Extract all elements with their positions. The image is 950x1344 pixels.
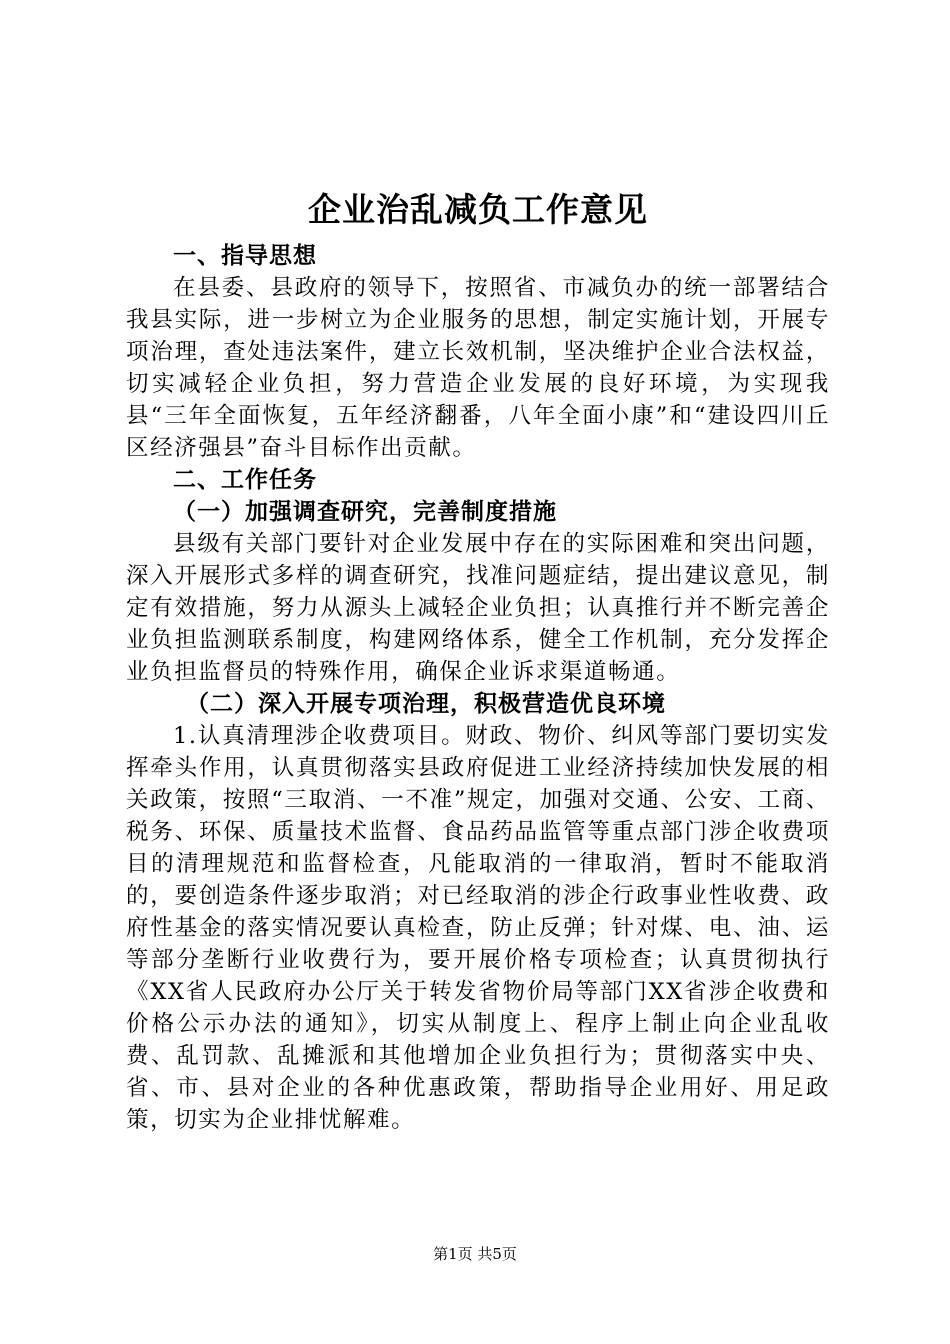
section-heading-guiding-ideology: 一、指导思想 (173, 243, 317, 269)
section-paragraph-guiding-ideology: 在县委、县政府的领导下，按照省、市减负办的统一部署结合我县实际，进一步树立为企业服务的思想，制定实施计划，开展专项治理，查处违法案件，建立长效机制，坚决维护企业合法权益，切实减轻企业负担，努力营造企业发展的良好环境，为实现我县“三年全面恢复，五年经济翻番，八年全面小康”和“建设四川丘区经济强县”奋斗目标作出贡献。 (126, 275, 830, 461)
subsection-paragraph-research: 县级有关部门要针对企业发展中存在的实际困难和突出问题，深入开展形式多样的调查研究，找准问题症结，提出建议意见，制定有效措施，努力从源头上减轻企业负担；认真推行并不断完善企业负担监测联系制度，构建网络体系，健全工作机制，充分发挥企业负担监督员的特殊作用，确保企业诉求渠道畅通。 (126, 531, 830, 685)
subsection-heading-research: （一）加强调查研究，完善制度措施 (173, 499, 557, 525)
document-title: 企业治乱减负工作意见 (308, 190, 648, 229)
subsection-heading-special-governance: （二）深入开展专项治理，积极营造优良环境 (186, 691, 666, 717)
document-page (126, 180, 830, 1136)
subsection-paragraph-special-governance: 1.认真清理涉企收费项目。财政、物价、纠风等部门要切实发挥牵头作用，认真贯彻落实县政府促进工业经济持续加快发展的相关政策，按照“三取消、一不准”规定，加强对交通、公安、工商、税务、环保、质量技术监督、食品药品监管等重点部门涉企收费项目的清理规范和监督检查，凡能取消的一律取消，暂时不能取消的，要创造条件逐步取消；对已经取消的涉企行政事业性收费、政府性基金的落实情况要认真检查，防止反弹；针对煤、电、油、运等部分垄断行业收费行为，要开展价格专项检查；认真贯彻执行《XX省人民政府办公厅关于转发省物价局等部门XX省涉企收费和价格公示办法的通知》，切实从制度上、程序上制止向企业乱收费、乱罚款、乱摊派和其他增加企业负担行为；贯彻落实中央、省、市、县对企业的各种优惠政策，帮助指导企业用好、用足政策，切实为企业排忧解难。 (126, 723, 830, 1133)
section-heading-work-tasks: 二、工作任务 (173, 467, 317, 493)
page-footer: 第1页 共5页 (433, 1245, 517, 1263)
